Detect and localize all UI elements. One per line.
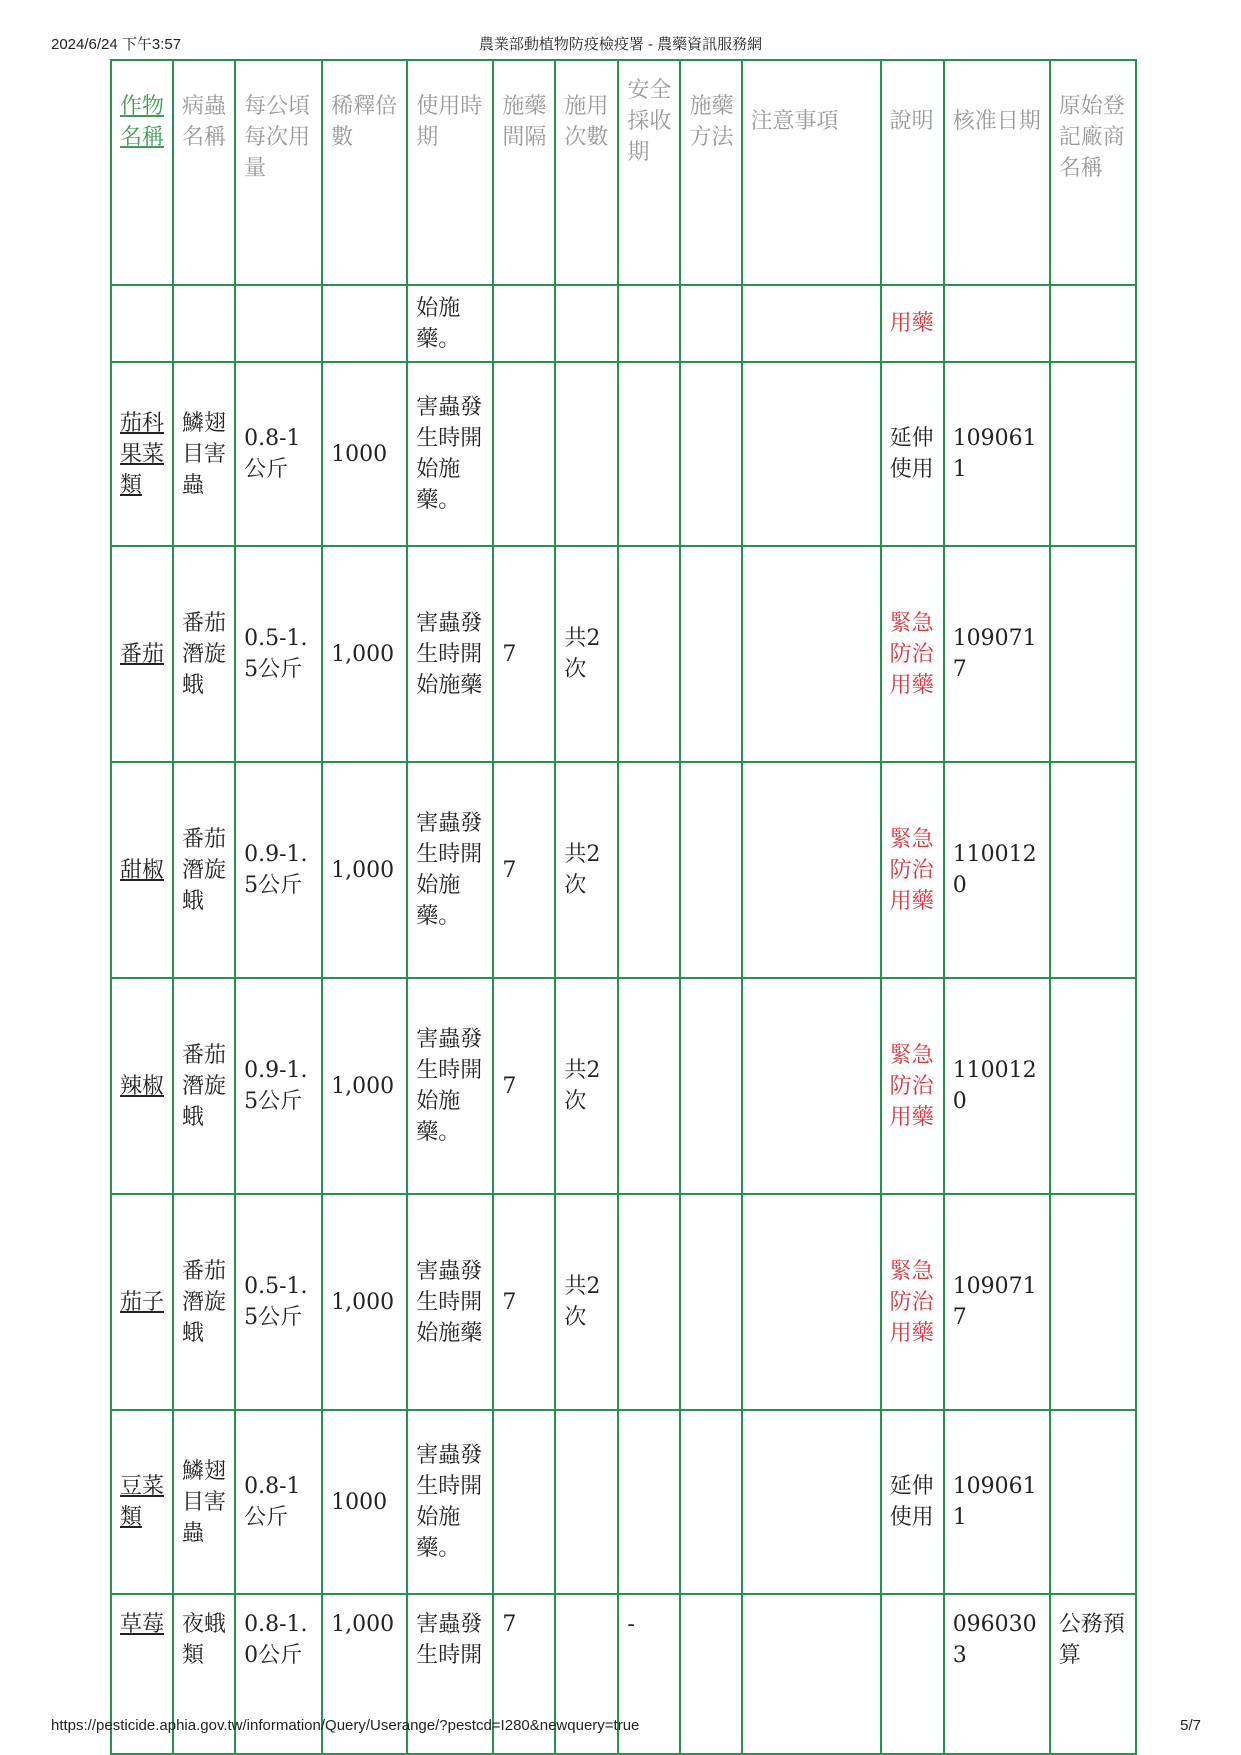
cell-remark: 緊急防治用藥 bbox=[881, 978, 944, 1194]
cell-timing: 害蟲發生時開始施藥。 bbox=[407, 1410, 493, 1594]
cell-remark: 延伸使用 bbox=[881, 362, 944, 546]
cell-crop[interactable]: 豆菜類 bbox=[111, 1410, 173, 1594]
cell-remark: 用藥 bbox=[881, 285, 944, 362]
cell-timing: 害蟲發生時開始施藥。 bbox=[407, 362, 493, 546]
cell-approval: 1090717 bbox=[944, 1194, 1050, 1410]
cell-dosage: 0.9-1.5公斤 bbox=[235, 762, 322, 978]
cell-dilution: 1,000 bbox=[322, 546, 407, 762]
cell-crop[interactable]: 辣椒 bbox=[111, 978, 173, 1194]
cell-notes bbox=[742, 546, 881, 762]
cell-remark: 緊急防治用藥 bbox=[881, 546, 944, 762]
cell-company bbox=[1050, 285, 1136, 362]
col-header-approval: 核准日期 bbox=[944, 60, 1050, 285]
cell-pest: 夜蛾類 bbox=[173, 1594, 235, 1754]
cell-crop[interactable]: 茄子 bbox=[111, 1194, 173, 1410]
page-title: 農業部動植物防疫檢疫署 - 農藥資訊服務網 bbox=[478, 36, 763, 53]
cell-crop[interactable]: 番茄 bbox=[111, 546, 173, 762]
cell-method bbox=[680, 1594, 741, 1754]
cell-timing: 害蟲發生時開始施藥 bbox=[407, 546, 493, 762]
cell-crop[interactable]: 甜椒 bbox=[111, 762, 173, 978]
page-url[interactable]: https://pesticide.aphia.gov.tw/information/Query/Userange/?pestcd=I280&newquery=true bbox=[51, 1717, 640, 1734]
cell-pest: 番茄潛旋蛾 bbox=[173, 978, 235, 1194]
page-number: 5/7 bbox=[1180, 1717, 1201, 1734]
cell-interval bbox=[493, 285, 555, 362]
cell-remark bbox=[881, 1594, 944, 1754]
cell-company bbox=[1050, 762, 1136, 978]
cell-dosage: 0.8-1.0公斤 bbox=[235, 1594, 322, 1754]
cell-interval bbox=[493, 362, 555, 546]
cell-timing: 害蟲發生時開始施藥。 bbox=[407, 762, 493, 978]
col-header-notes: 注意事項 bbox=[742, 60, 881, 285]
col-header-timing: 使用時期 bbox=[407, 60, 493, 285]
cell-dilution: 1000 bbox=[322, 1410, 407, 1594]
cell-phi bbox=[618, 762, 680, 978]
table-row bbox=[111, 362, 1136, 546]
pesticide-usage-table bbox=[110, 59, 1137, 1755]
cell-notes bbox=[742, 1410, 881, 1594]
cell-phi bbox=[618, 1194, 680, 1410]
cell-dosage: 0.5-1.5公斤 bbox=[235, 1194, 322, 1410]
cell-company: 公務預算 bbox=[1050, 1594, 1136, 1754]
cell-notes bbox=[742, 285, 881, 362]
cell-approval: 1100120 bbox=[944, 978, 1050, 1194]
cell-method bbox=[680, 546, 741, 762]
cell-crop[interactable]: 茄科果菜類 bbox=[111, 362, 173, 546]
cell-dosage: 0.9-1.5公斤 bbox=[235, 978, 322, 1194]
col-header-crop[interactable]: 作物名稱 bbox=[111, 60, 173, 285]
cell-approval bbox=[944, 285, 1050, 362]
cell-company bbox=[1050, 362, 1136, 546]
cell-phi bbox=[618, 362, 680, 546]
cell-company bbox=[1050, 1410, 1136, 1594]
table-row bbox=[111, 762, 1136, 978]
cell-dosage: 0.5-1.5公斤 bbox=[235, 546, 322, 762]
cell-remark: 緊急防治用藥 bbox=[881, 762, 944, 978]
cell-approval: 1090717 bbox=[944, 546, 1050, 762]
cell-method bbox=[680, 362, 741, 546]
cell-phi bbox=[618, 978, 680, 1194]
cell-notes bbox=[742, 978, 881, 1194]
cell-approval: 1100120 bbox=[944, 762, 1050, 978]
table-row bbox=[111, 285, 1136, 362]
col-header-times: 施用次數 bbox=[555, 60, 618, 285]
col-header-remark: 說明 bbox=[881, 60, 944, 285]
cell-times: 共2次 bbox=[555, 762, 618, 978]
cell-interval bbox=[493, 1410, 555, 1594]
cell-approval: 1090611 bbox=[944, 362, 1050, 546]
cell-pest: 番茄潛旋蛾 bbox=[173, 762, 235, 978]
col-header-dilution: 稀釋倍數 bbox=[322, 60, 407, 285]
cell-times bbox=[555, 1410, 618, 1594]
cell-timing: 始施藥。 bbox=[407, 285, 493, 362]
cell-timing: 害蟲發生時開始施藥 bbox=[407, 1194, 493, 1410]
cell-phi bbox=[618, 1410, 680, 1594]
cell-method bbox=[680, 762, 741, 978]
cell-remark: 緊急防治用藥 bbox=[881, 1194, 944, 1410]
cell-interval: 7 bbox=[493, 1194, 555, 1410]
col-header-interval: 施藥間隔 bbox=[493, 60, 555, 285]
cell-times bbox=[555, 285, 618, 362]
cell-times: 共2次 bbox=[555, 546, 618, 762]
cell-notes bbox=[742, 762, 881, 978]
cell-method bbox=[680, 285, 741, 362]
cell-remark: 延伸使用 bbox=[881, 1410, 944, 1594]
col-header-method: 施藥方法 bbox=[680, 60, 741, 285]
table-row bbox=[111, 546, 1136, 762]
table-row bbox=[111, 978, 1136, 1194]
col-header-phi: 安全採收期 bbox=[618, 60, 680, 285]
cell-crop[interactable] bbox=[111, 285, 173, 362]
cell-method bbox=[680, 1194, 741, 1410]
cell-company bbox=[1050, 546, 1136, 762]
cell-dilution: 1,000 bbox=[322, 1194, 407, 1410]
cell-phi bbox=[618, 285, 680, 362]
cell-interval: 7 bbox=[493, 546, 555, 762]
cell-phi bbox=[618, 546, 680, 762]
cell-timing: 害蟲發生時開始施藥。 bbox=[407, 978, 493, 1194]
cell-method bbox=[680, 978, 741, 1194]
cell-dilution: 1000 bbox=[322, 362, 407, 546]
cell-times: 共2次 bbox=[555, 978, 618, 1194]
cell-pest: 鱗翅目害蟲 bbox=[173, 1410, 235, 1594]
col-header-pest: 病蟲名稱 bbox=[173, 60, 235, 285]
cell-notes bbox=[742, 362, 881, 546]
cell-pest: 鱗翅目害蟲 bbox=[173, 362, 235, 546]
cell-timing: 害蟲發生時開 bbox=[407, 1594, 493, 1754]
cell-notes bbox=[742, 1194, 881, 1410]
table-row bbox=[111, 1194, 1136, 1410]
cell-pest: 番茄潛旋蛾 bbox=[173, 546, 235, 762]
cell-pest: 番茄潛旋蛾 bbox=[173, 1194, 235, 1410]
cell-approval: 0960303 bbox=[944, 1594, 1050, 1754]
cell-notes bbox=[742, 1594, 881, 1754]
cell-interval: 7 bbox=[493, 978, 555, 1194]
cell-dilution: 1,000 bbox=[322, 762, 407, 978]
cell-dilution bbox=[322, 285, 407, 362]
col-header-dosage: 每公頃每次用量 bbox=[235, 60, 322, 285]
cell-interval: 7 bbox=[493, 1594, 555, 1754]
cell-dilution: 1,000 bbox=[322, 1594, 407, 1754]
cell-company bbox=[1050, 1194, 1136, 1410]
cell-company bbox=[1050, 978, 1136, 1194]
cell-approval: 1090611 bbox=[944, 1410, 1050, 1594]
cell-crop[interactable]: 草莓 bbox=[111, 1594, 173, 1754]
cell-phi: - bbox=[618, 1594, 680, 1754]
cell-dilution: 1,000 bbox=[322, 978, 407, 1194]
col-header-company: 原始登記廠商名稱 bbox=[1050, 60, 1136, 285]
cell-times: 共2次 bbox=[555, 1194, 618, 1410]
table-header-row bbox=[111, 60, 1136, 285]
cell-interval: 7 bbox=[493, 762, 555, 978]
cell-pest bbox=[173, 285, 235, 362]
cell-dosage bbox=[235, 285, 322, 362]
cell-dosage: 0.8-1公斤 bbox=[235, 362, 322, 546]
cell-method bbox=[680, 1410, 741, 1594]
cell-dosage: 0.8-1公斤 bbox=[235, 1410, 322, 1594]
cell-times bbox=[555, 362, 618, 546]
table-row bbox=[111, 1410, 1136, 1594]
print-datetime: 2024/6/24 下午3:57 bbox=[51, 36, 182, 53]
